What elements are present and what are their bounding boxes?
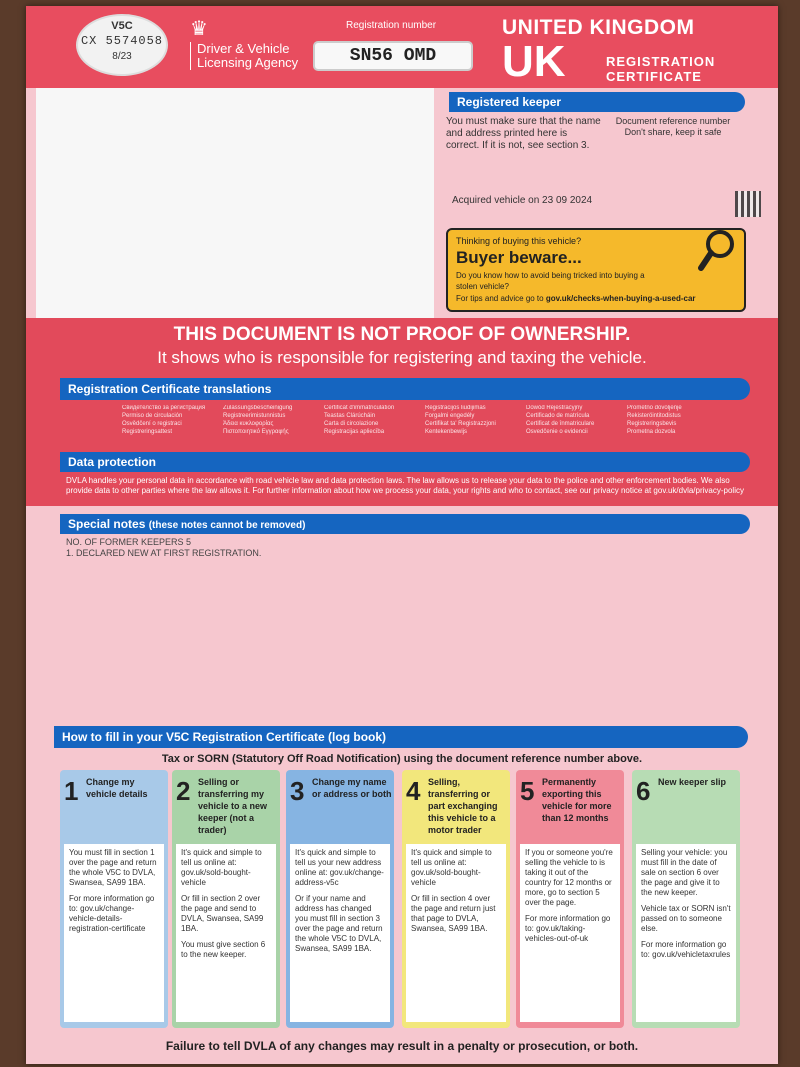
- beware-description: Do you know how to avoid being tricked into buying a stolen vehicle?: [456, 271, 645, 291]
- translation-item: Kentekenbewijs: [425, 429, 468, 435]
- translation-item: Certificat de înmatriculare: [526, 421, 595, 427]
- translations-heading: Registration Certificate translations: [60, 378, 750, 400]
- beware-question: Thinking of buying this vehicle?: [456, 236, 582, 246]
- translation-item: Registreringsbevis: [627, 421, 677, 427]
- translation-item: Prometna dozvola: [627, 429, 676, 435]
- tax-sorn-line: Tax or SORN (Statutory Off Road Notification) using the document reference number above.: [161, 753, 643, 765]
- buyer-beware-box: [446, 228, 746, 312]
- form-seal: [76, 14, 168, 76]
- agency-name: Driver & Vehicle Licensing Agency: [190, 42, 310, 70]
- document-reference-note: Document reference number Don't share, keep it safe: [615, 116, 731, 137]
- card-change-name-address: 3 Change my name or address or both It's quick and simple to tell us your new address online at: gov.uk/change-address-v5c Or if your name and address has changed you must fill in section 3 over the page and return the whole V5C to DVLA, Swansea, SA99 1BA.: [286, 770, 394, 1028]
- data-protection-text: DVLA handles your personal data in accordance with road vehicle law and data protection laws. The law allows us to release your data to the police and other enforcement bodies. We also provide data to other parties where the law allows it. For further information about how we process your data, your rights and who to contact, see our privacy notice at gov.uk/dvla/privacy-policy: [66, 476, 744, 495]
- penalty-warning: Failure to tell DVLA of any changes may result in a penalty or prosecution, or both.: [165, 1039, 639, 1053]
- translation-item: Άδεια κυκλοφορίας: [223, 421, 274, 427]
- v5c-document: [26, 6, 778, 1064]
- translation-item: Certifikat ta' Registrazzjoni: [425, 421, 496, 427]
- card-selling-transferring: 2 Selling or transferring my vehicle to a new keeper (not a trader) It's quick and simple to tell us online at: gov.uk/sold-bought-vehicle Or fill in section 2 over the page and send to DVLA, Swansea, SA99 1BA. You must give section 6 to the new keeper.: [172, 770, 280, 1028]
- qr-code-icon: [735, 191, 761, 217]
- data-protection-heading: Data protection: [60, 452, 750, 472]
- magnifier-icon: [698, 228, 738, 276]
- translation-item: Dowód Rejestracyjny: [526, 405, 583, 411]
- translation-item: Πιστοποιητικό Εγγραφής: [223, 429, 289, 435]
- not-proof-of-ownership: THIS DOCUMENT IS NOT PROOF OF OWNERSHIP.: [173, 324, 631, 345]
- declared-new-note: 1. DECLARED NEW AT FIRST REGISTRATION.: [66, 548, 262, 558]
- registered-keeper-heading: Registered keeper: [449, 92, 745, 112]
- title-registration-certificate: REGISTRATION CERTIFICATE: [606, 54, 716, 84]
- beware-link[interactable]: gov.uk/checks-when-buying-a-used-car: [545, 294, 696, 303]
- acquired-date: Acquired vehicle on 23 09 2024: [452, 195, 593, 206]
- crown-crest-icon: ♛: [190, 18, 208, 40]
- card-exporting: 5 Permanently exporting this vehicle for more than 12 months If you or someone you're selling the vehicle to is taking it out of the country for 12 months or more, go to section 5 over the page. For more information go to: gov.uk/taking-vehicles-out-of-uk: [516, 770, 624, 1028]
- translation-item: Carta di circolazione: [324, 421, 379, 427]
- translation-item: Registreerimistunnistus: [223, 413, 286, 419]
- certificate-title: [502, 16, 716, 86]
- form-code: V5C: [111, 20, 133, 32]
- form-serial: CX 5574058: [80, 34, 163, 48]
- keeper-check-note: You must make sure that the name and address printed here is correct. If it is not, see section 3.: [446, 116, 601, 151]
- translation-item: Teastas Clárúcháin: [324, 413, 376, 419]
- registration-plate: SN56 OMD: [313, 41, 473, 71]
- how-to-fill-heading: How to fill in your V5C Registration Certificate (log book): [54, 726, 748, 748]
- responsibility-statement: It shows who is responsible for registering and taxing the vehicle.: [157, 348, 647, 367]
- form-date: 8/23: [112, 51, 132, 62]
- translation-item: Zulassungsbescheinigung: [223, 405, 293, 411]
- keeper-address-window: [36, 88, 434, 318]
- translation-item: Forgalmi engedély: [425, 413, 475, 419]
- card-motor-trader: 4 Selling, transferring or part exchanging this vehicle to a motor trader It's quick and simple to tell us online at: gov.uk/sold-bought-vehicle Or fill in section 4 over the page and return just that page to DVLA, Swansea, SA99 1BA.: [402, 770, 510, 1028]
- translation-item: Permiso de circulación: [122, 413, 183, 419]
- translation-item: Certificat d'immatriculation: [324, 405, 395, 411]
- former-keepers-note: NO. OF FORMER KEEPERS 5: [66, 537, 192, 547]
- translation-item: Registracijos liudijimas: [425, 405, 486, 411]
- title-united-kingdom: UNITED KINGDOM: [502, 16, 695, 39]
- translation-item: Certificado de matrícula: [526, 413, 590, 419]
- translation-item: Osvedčenie o evidencii: [526, 429, 588, 435]
- registration-number-label: Registration number: [346, 20, 437, 31]
- translation-item: Registracijas apliecība: [324, 429, 385, 435]
- title-uk: UK: [502, 37, 566, 86]
- special-notes-heading: Special notes (these notes cannot be removed): [60, 514, 750, 534]
- card-new-keeper-slip: 6 New keeper slip Selling your vehicle: you must fill in the date of sale on section 6 over the page and give it to the new keeper. Vehicle tax or SORN isn't passed on to someone else. For more information go to: gov.uk/vehicletaxrules: [632, 770, 740, 1028]
- translation-item: Osvědčení o registraci: [122, 421, 182, 427]
- translation-item: Prometno dovoljenje: [627, 405, 682, 411]
- translations-grid: [122, 404, 722, 436]
- translation-item: Свидетелство за регистрация: [122, 405, 206, 411]
- beware-heading: Buyer beware...: [456, 248, 582, 267]
- card-change-vehicle-details: 1 Change my vehicle details You must fill in section 1 over the page and return the whole V5C to DVLA, Swansea, SA99 1BA. For more information go to: gov.uk/change-vehicle-details-registration-certificate: [60, 770, 168, 1028]
- translation-item: Rekisteröintitodistus: [627, 413, 681, 419]
- beware-tip: For tips and advice go to gov.uk/checks-when-buying-a-used-car: [456, 294, 696, 303]
- translation-item: Registreringsattest: [122, 429, 173, 435]
